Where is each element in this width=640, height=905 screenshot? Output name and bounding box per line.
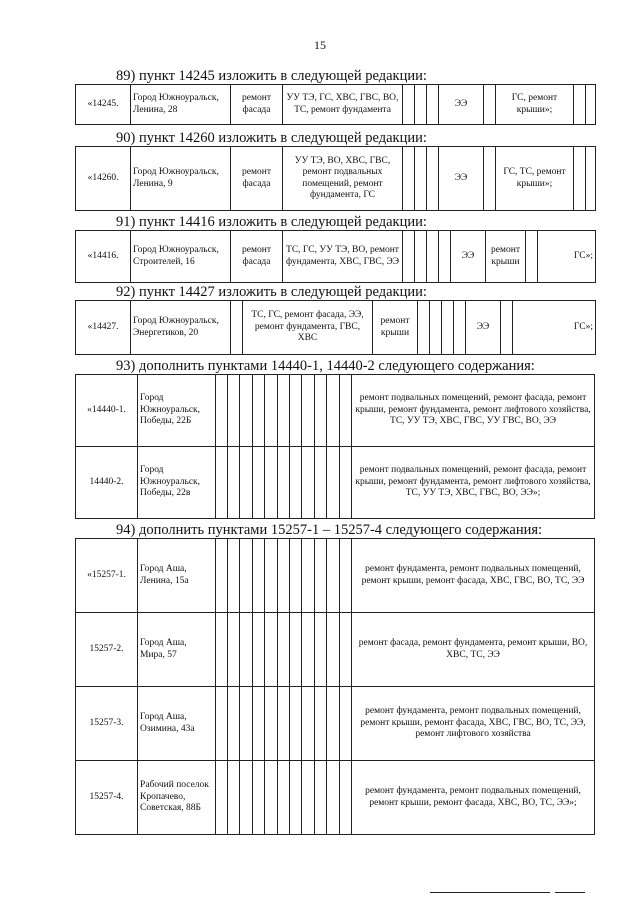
cell — [427, 231, 439, 283]
cell: ремонт фасада — [231, 231, 283, 283]
table-row — [76, 539, 595, 613]
cell — [574, 147, 586, 211]
cell — [290, 687, 302, 761]
cell — [277, 687, 289, 761]
cell — [252, 613, 264, 687]
cell — [277, 447, 289, 519]
row-address: Рабочий поселок Кропачево, Советская, 88Б — [138, 761, 216, 835]
cell — [290, 539, 302, 613]
cell — [484, 85, 496, 125]
row-number: «14416. — [76, 231, 131, 283]
table-14427 — [75, 300, 596, 355]
table-14260 — [75, 146, 596, 211]
table-row — [76, 613, 595, 687]
cell — [227, 761, 239, 835]
row-works: ремонт фундамента, ремонт подвальных помещений, ремонт крыши, ремонт фасада, ХВС, ВО, ТС, ЭЭ»; — [352, 761, 595, 835]
row-works: ремонт фундамента, ремонт подвальных помещений, ремонт крыши, ремонт фасада, ХВС, ГВС, ВО, ТС, ЭЭ, ремонт лифтового хозяйства — [352, 687, 595, 761]
cell — [302, 539, 314, 613]
row-number: 15257-3. — [76, 687, 138, 761]
cell — [227, 539, 239, 613]
cell — [327, 687, 339, 761]
cell — [252, 539, 264, 613]
heading-93: 93) дополнить пунктами 14440-1, 14440-2 следующего содержания: — [116, 358, 535, 374]
cell: ГС, ТС, ремонт крыши»; — [496, 147, 574, 211]
cell — [302, 613, 314, 687]
cell — [265, 539, 277, 613]
cell — [227, 613, 239, 687]
row-number: «14440-1. — [76, 375, 138, 447]
cell — [415, 147, 427, 211]
cell: ЭЭ — [439, 147, 484, 211]
cell — [327, 447, 339, 519]
cell — [302, 447, 314, 519]
cell — [327, 539, 339, 613]
cell: ремонт фасада — [231, 85, 283, 125]
cell — [215, 761, 227, 835]
cell: ремонт фасада — [231, 147, 283, 211]
cell — [454, 301, 466, 355]
heading-94: 94) дополнить пунктами 15257-1 – 15257-4 следующего содержания: — [116, 522, 543, 538]
cell: ЭЭ — [451, 231, 486, 283]
table-14416 — [75, 230, 596, 283]
table-row — [76, 447, 595, 519]
cell — [215, 447, 227, 519]
cell — [415, 231, 427, 283]
row-address: Город Южноуральск, Победы, 22в — [138, 447, 216, 519]
cell — [327, 613, 339, 687]
cell — [302, 375, 314, 447]
cell — [586, 147, 596, 211]
table-row — [76, 301, 596, 355]
cell — [339, 687, 351, 761]
cell — [265, 613, 277, 687]
row-number: «15257-1. — [76, 539, 138, 613]
cell — [215, 539, 227, 613]
row-number: 15257-4. — [76, 761, 138, 835]
cell — [240, 375, 252, 447]
row-address: Город Аша, Мира, 57 — [138, 613, 216, 687]
cell: ГС, ремонт крыши»; — [496, 85, 574, 125]
cell — [526, 231, 538, 283]
cell: ЭЭ — [466, 301, 501, 355]
row-works: ремонт подвальных помещений, ремонт фасада, ремонт крыши, ремонт фундамента, ремонт лифтового хозяйства, ТС, УУ ТЭ, ХВС, ГВС, УУ ГВС, ВО, ЭЭ — [352, 375, 595, 447]
cell: ГС»; — [538, 231, 596, 283]
cell — [574, 85, 586, 125]
cell — [403, 85, 415, 125]
cell — [427, 147, 439, 211]
cell — [339, 761, 351, 835]
row-number: 14440-2. — [76, 447, 138, 519]
cell — [427, 85, 439, 125]
cell: ЭЭ — [439, 85, 484, 125]
cell — [240, 613, 252, 687]
cell — [240, 539, 252, 613]
footer-rule — [430, 892, 550, 893]
cell — [265, 447, 277, 519]
row-works: ремонт подвальных помещений, ремонт фасада, ремонт крыши, ремонт фундамента, ремонт лифтового хозяйства, ТС, УУ ТЭ, ХВС, ГВС, ВО, ЭЭ»; — [352, 447, 595, 519]
row-number: «14427. — [76, 301, 131, 355]
cell — [403, 147, 415, 211]
cell — [290, 761, 302, 835]
cell — [265, 687, 277, 761]
cell — [240, 761, 252, 835]
cell — [302, 761, 314, 835]
table-14440 — [75, 374, 595, 519]
table-row — [76, 147, 596, 211]
row-address: Город Южноуральск, Победы, 22Б — [138, 375, 216, 447]
row-works: ремонт фасада, ремонт фундамента, ремонт крыши, ВО, ХВС, ТС, ЭЭ — [352, 613, 595, 687]
cell — [442, 301, 454, 355]
cell — [231, 301, 243, 355]
table-15257 — [75, 538, 595, 835]
cell — [302, 687, 314, 761]
cell — [277, 761, 289, 835]
cell — [314, 761, 326, 835]
cell: УУ ТЭ, ГС, ХВС, ГВС, ВО, ТС, ремонт фундамента — [283, 85, 403, 125]
cell — [240, 687, 252, 761]
row-address: Город Аша, Ленина, 15а — [138, 539, 216, 613]
cell — [252, 447, 264, 519]
cell — [439, 231, 451, 283]
cell — [290, 447, 302, 519]
cell — [215, 375, 227, 447]
table-row — [76, 687, 595, 761]
row-number: «14260. — [76, 147, 131, 211]
row-address: Город Южноуральск, Энергетиков, 20 — [131, 301, 231, 355]
table-row — [76, 375, 595, 447]
cell — [403, 231, 415, 283]
cell — [314, 687, 326, 761]
cell: ремонт крыши — [373, 301, 418, 355]
row-address: Город Южноуральск, Ленина, 28 — [131, 85, 231, 125]
footer-rule — [555, 892, 585, 893]
cell — [240, 447, 252, 519]
cell — [290, 375, 302, 447]
cell — [339, 447, 351, 519]
table-row — [76, 85, 596, 125]
cell: ТС, ГС, УУ ТЭ, ВО, ремонт фундамента, ХВС, ГВС, ЭЭ — [283, 231, 403, 283]
cell — [339, 539, 351, 613]
table-row — [76, 761, 595, 835]
cell — [277, 613, 289, 687]
cell — [277, 375, 289, 447]
cell: ремонт крыши — [486, 231, 526, 283]
cell — [314, 539, 326, 613]
cell: ГС»; — [513, 301, 596, 355]
cell — [215, 613, 227, 687]
cell — [314, 613, 326, 687]
cell: УУ ТЭ, ВО, ХВС, ГВС, ремонт подвальных помещений, ремонт фундамента, ГС — [283, 147, 403, 211]
row-number: «14245. — [76, 85, 131, 125]
page-number: 15 — [314, 38, 326, 52]
cell — [265, 375, 277, 447]
row-number: 15257-2. — [76, 613, 138, 687]
cell — [252, 687, 264, 761]
row-address: Город Южноуральск, Строителей, 16 — [131, 231, 231, 283]
cell — [501, 301, 513, 355]
cell — [418, 301, 430, 355]
cell — [215, 687, 227, 761]
cell — [586, 85, 596, 125]
heading-90: 90) пункт 14260 изложить в следующей редакции: — [116, 130, 427, 146]
cell — [252, 761, 264, 835]
cell — [314, 375, 326, 447]
heading-92: 92) пункт 14427 изложить в следующей редакции: — [116, 284, 427, 300]
row-works: ремонт фундамента, ремонт подвальных помещений, ремонт крыши, ремонт фасада, ХВС, ГВС, ВО, ТС, ЭЭ — [352, 539, 595, 613]
cell — [484, 147, 496, 211]
cell — [339, 375, 351, 447]
cell — [252, 375, 264, 447]
heading-91: 91) пункт 14416 изложить в следующей редакции: — [116, 214, 427, 230]
cell — [227, 447, 239, 519]
cell — [314, 447, 326, 519]
cell — [327, 375, 339, 447]
cell — [415, 85, 427, 125]
table-14245 — [75, 84, 596, 125]
cell: ТС, ГС, ремонт фасада, ЭЭ, ремонт фундамента, ГВС, ХВС — [243, 301, 373, 355]
cell — [227, 687, 239, 761]
row-address: Город Южноуральск, Ленина, 9 — [131, 147, 231, 211]
row-address: Город Аша, Озимина, 43а — [138, 687, 216, 761]
cell — [290, 613, 302, 687]
cell — [430, 301, 442, 355]
table-row — [76, 231, 596, 283]
cell — [327, 761, 339, 835]
heading-89: 89) пункт 14245 изложить в следующей редакции: — [116, 68, 427, 84]
cell — [339, 613, 351, 687]
cell — [227, 375, 239, 447]
cell — [265, 761, 277, 835]
cell — [277, 539, 289, 613]
